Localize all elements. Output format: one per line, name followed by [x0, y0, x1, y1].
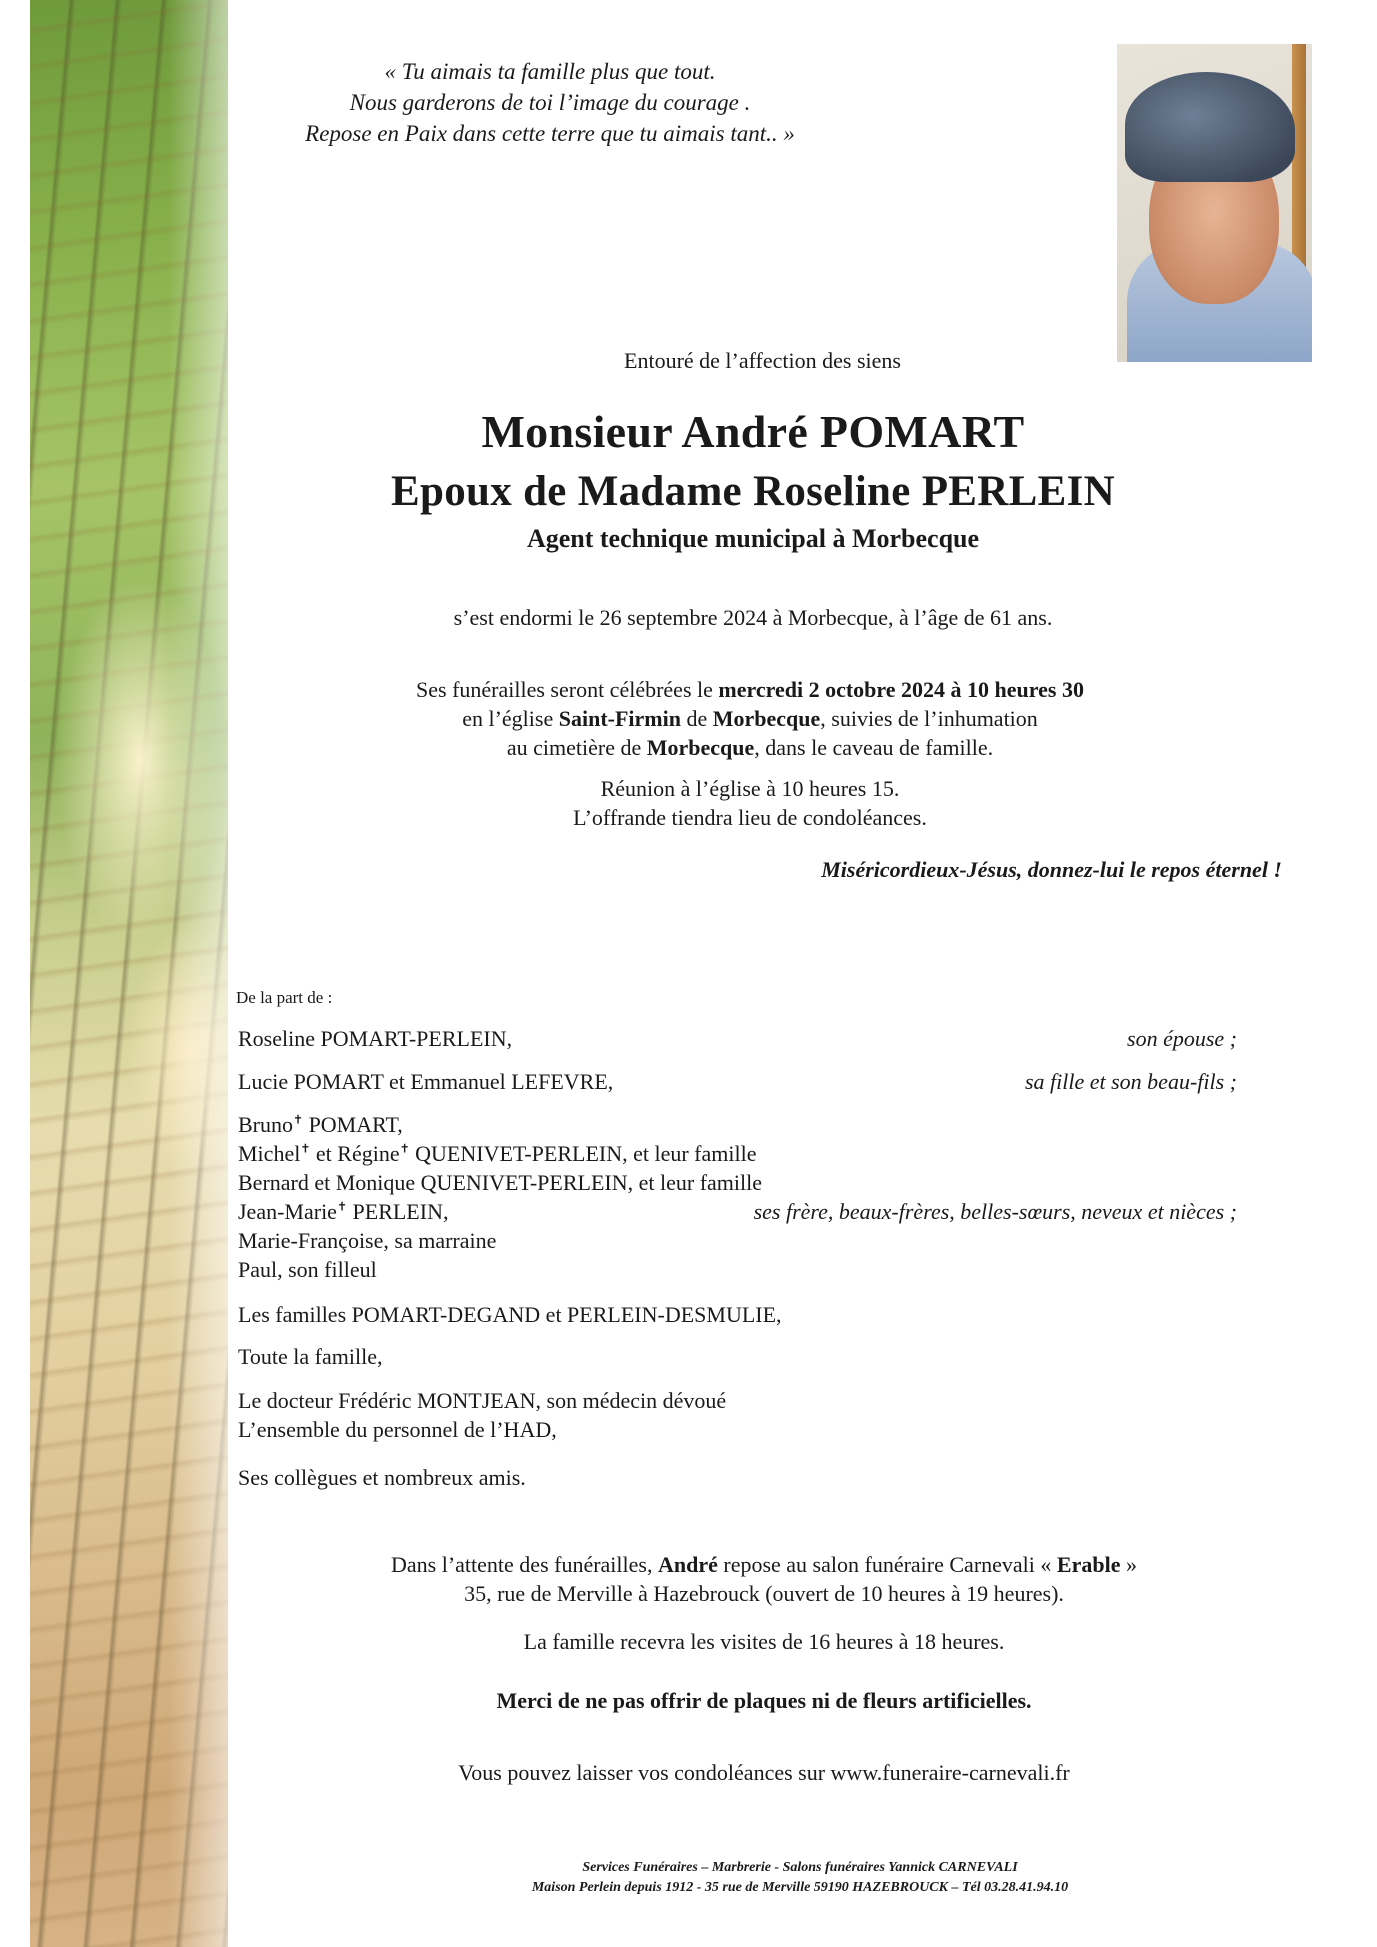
salon-text: Dans l’attente des funérailles,	[391, 1552, 658, 1577]
funeral-text: de	[680, 706, 713, 731]
name-text: et Régine	[310, 1141, 400, 1166]
funeral-text: au cimetière de	[506, 735, 647, 760]
spouse-line: Epoux de Madame Roseline PERLEIN	[391, 468, 1115, 515]
name-text: QUENIVET-PERLEIN, et leur famille	[409, 1141, 757, 1166]
footer-line-1: Services Funéraires – Marbrerie - Salons funéraires Yannick CARNEVALI	[582, 1860, 1018, 1875]
relation-siblings: ses frère, beaux-frères, belles-sœurs, neveux et nièces ;	[753, 1199, 1237, 1224]
cross-icon: ✝	[399, 1141, 410, 1156]
offrande-text: L’offrande tiendra lieu de condoléances.	[573, 805, 927, 830]
photo-cap	[1125, 72, 1295, 182]
salon-address: 35, rue de Merville à Hazebrouck (ouvert de 10 heures à 19 heures).	[464, 1581, 1064, 1606]
family-toute: Toute la famille,	[238, 1344, 383, 1369]
funeral-text: , dans le caveau de famille.	[754, 735, 994, 760]
family-had: L’ensemble du personnel de l’HAD,	[238, 1417, 557, 1442]
funeral-date: mercredi 2 octobre 2024 à 10 heures 30	[718, 677, 1084, 702]
salon-line-1	[0, 1550, 1377, 1579]
family-lucie: Lucie POMART et Emmanuel LEFEVRE,	[238, 1069, 614, 1094]
funeral-text: , suivies de l’inhumation	[820, 706, 1038, 731]
family-roseline: Roseline POMART-PERLEIN,	[238, 1026, 513, 1051]
relation-fille: sa fille et son beau-fils ;	[1024, 1069, 1237, 1094]
family-bruno	[238, 1112, 403, 1138]
salon-room-name: Erable	[1056, 1552, 1121, 1577]
quote-line: Nous garderons de toi l’image du courage .	[349, 90, 751, 115]
name-text: Bruno	[238, 1112, 293, 1137]
funeral-line-1	[0, 675, 1377, 704]
family-jean-marie	[238, 1199, 448, 1225]
town-name: Morbecque	[646, 735, 755, 760]
death-announcement: s’est endormi le 26 septembre 2024 à Morbecque, à l’âge de 61 ans.	[453, 605, 1053, 630]
quote-line: « Tu aimais ta famille plus que tout.	[384, 59, 716, 84]
footer-line-2: Maison Perlein depuis 1912 - 35 rue de Merville 59190 HAZEBROUCK – Tél 03.28.41.94.10	[531, 1880, 1069, 1895]
entoure-text: Entouré de l’affection des siens	[624, 348, 901, 373]
quote-line: Repose en Paix dans cette terre que tu aimais tant.. »	[305, 121, 795, 146]
cross-icon: ✝	[293, 1112, 304, 1127]
deceased-name: Monsieur André POMART	[481, 406, 1025, 457]
salon-text: repose au salon funéraire Carnevali «	[717, 1552, 1057, 1577]
epitaph-quote	[200, 56, 900, 149]
funeral-line-2	[0, 704, 1377, 733]
salon-text: »	[1120, 1552, 1137, 1577]
name-text: POMART,	[303, 1112, 403, 1137]
family-intro: De la part de :	[236, 988, 333, 1007]
town-name: Morbecque	[712, 706, 821, 731]
prayer-line: Miséricordieux-Jésus, donnez-lui le repos éternel !	[821, 857, 1282, 882]
first-name: André	[657, 1552, 718, 1577]
name-text: PERLEIN,	[347, 1199, 449, 1224]
name-text: Michel	[238, 1141, 301, 1166]
family-docteur: Le docteur Frédéric MONTJEAN, son médecin dévoué	[238, 1388, 727, 1413]
cross-icon: ✝	[336, 1199, 348, 1214]
funeral-line-3	[0, 733, 1377, 762]
family-marie-francoise: Marie-Françoise, sa marraine	[238, 1228, 497, 1253]
visits-text: La famille recevra les visites de 16 heures à 18 heures.	[523, 1629, 1005, 1654]
flowers-notice: Merci de ne pas offrir de plaques ni de fleurs artificielles.	[496, 1688, 1032, 1713]
family-bernard: Bernard et Monique QUENIVET-PERLEIN, et leur famille	[238, 1170, 762, 1195]
portrait-photo	[1117, 44, 1312, 362]
family-collegues: Ses collègues et nombreux amis.	[238, 1465, 526, 1490]
reunion-text: Réunion à l’église à 10 heures 15.	[600, 776, 900, 801]
family-michel	[238, 1141, 756, 1167]
name-text: Jean-Marie	[238, 1199, 337, 1224]
family-paul: Paul, son filleul	[238, 1257, 377, 1282]
funeral-text: en l’église	[462, 706, 559, 731]
cross-icon: ✝	[300, 1141, 311, 1156]
relation-epouse: son épouse ;	[1127, 1026, 1237, 1051]
funeral-text: Ses funérailles seront célébrées le	[416, 677, 719, 702]
condolences-text: Vous pouvez laisser vos condoléances sur www.funeraire-carnevali.fr	[458, 1760, 1070, 1785]
church-name: Saint-Firmin	[558, 706, 681, 731]
family-familles: Les familles POMART-DEGAND et PERLEIN-DESMULIE,	[238, 1302, 782, 1327]
job-title: Agent technique municipal à Morbecque	[526, 524, 980, 553]
